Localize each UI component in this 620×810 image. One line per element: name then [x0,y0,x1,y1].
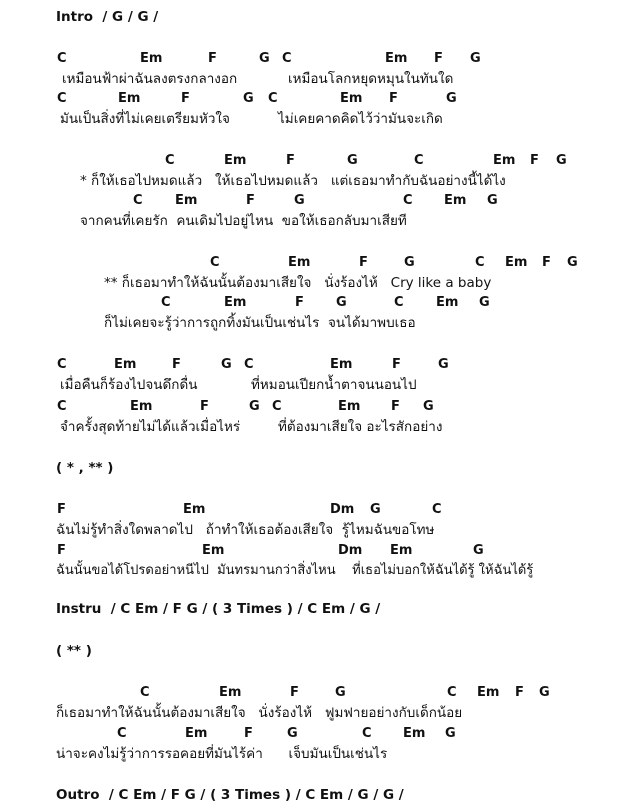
lyric-line: น่าจะคงไม่รู้ว่าการรอคอยที่มันไร้ค่า เจ็บมันเป็นเช่นไร [56,746,388,762]
chord: C [140,685,150,700]
lyric-line: จากคนที่เคยรัก คนเดิมไปอยู่ไหน ขอให้เธอกลับมาเสียที [80,213,407,229]
chord: Em [390,543,413,558]
chord: F [515,685,524,700]
chord: Em [338,399,361,414]
lyric-line: ฉันไม่รู้ทำสิ่งใดพลาดไป ถ้าทำให้เธอต้องเสียใจ รู้ไหมฉันขอโทษ [56,522,435,538]
lyric-line: ที่หมอนเปียกน้ำตาจนนอนไป [251,377,417,393]
chord: F [295,295,304,310]
lyric-line: ฉันนั้นขอได้โปรดอย่าหนีไป มันทรมานกว่าสิ่งไหน ที่เธอไม่บอกให้ฉันได้รู้ ให้ฉันได้รู้ [56,563,534,578]
chord: G [243,91,254,106]
chord: Em [140,51,163,66]
chord: Em [436,295,459,310]
chord: G [370,502,381,517]
chord: G [335,685,346,700]
chord: C [394,295,404,310]
chord: F [542,255,551,270]
chord: F [290,685,299,700]
chord: Dm [338,543,363,558]
chord: G [445,726,456,741]
chord: Em [288,255,311,270]
chord: C [282,51,292,66]
repeat-marker: ( ** ) [56,643,92,659]
chord: Em [114,357,137,372]
chord: F [57,543,66,558]
chord: Em [130,399,153,414]
chord: C [57,357,67,372]
chord: C [447,685,457,700]
chord: G [487,193,498,208]
lyric-line: ก็เธอมาทำให้ฉันนั้นต้องมาเสียใจ นั่งร้องไห้ ฟูมฟายอย่างกับเด็กน้อย [56,705,463,721]
chord: Em [330,357,353,372]
chord: C [403,193,413,208]
chord: F [244,726,253,741]
chord: G [470,51,481,66]
chord: G [249,399,260,414]
lyric-line: ไม่เคยคาดคิดไว้ว่ามันจะเกิด [278,111,443,127]
lyric-line: เหมือนฟ้าผ่าฉันลงตรงกลางอก [62,71,238,87]
chord: G [347,153,358,168]
chord: G [539,685,550,700]
lyric-line: * ก็ให้เธอไปหมดแล้ว ให้เธอไปหมดแล้ว แต่เธอมาทำกับฉันอย่างนี้ได้ไง [80,173,506,189]
chord: G [473,543,484,558]
lyric-line: จำครั้งสุดท้ายไม่ได้แล้วเมื่อไหร่ [60,419,241,435]
chord: Em [219,685,242,700]
chord: F [391,399,400,414]
intro-line: Intro / G / G / [56,9,159,25]
lyric-line: ก็ไม่เคยจะรู้ว่าการถูกทิ้งมันเป็นเช่นไร จนได้มาพบเธอ [104,315,416,331]
chord: F [392,357,401,372]
chord: G [294,193,305,208]
chord: Em [477,685,500,700]
chord: Em [224,295,247,310]
chord: C [362,726,372,741]
chord: F [246,193,255,208]
chord: Em [175,193,198,208]
chord: Em [202,543,225,558]
chord: C [244,357,254,372]
chord: Em [403,726,426,741]
chord: G [287,726,298,741]
chord: Dm [330,502,355,517]
chord: C [475,255,485,270]
chord: C [165,153,175,168]
chord: Em [493,153,516,168]
chord: F [286,153,295,168]
chord: G [221,357,232,372]
lyric-line: ** ก็เธอมาทำให้ฉันนั้นต้องมาเสียใจ นั่งร้องไห้ Cry like a baby [104,275,492,291]
lyric-line: เมื่อคืนก็ร้องไปจนดึกดื่น [60,377,198,393]
chord: Em [224,153,247,168]
chord: G [556,153,567,168]
chord: G [404,255,415,270]
chord: Em [340,91,363,106]
chord: F [181,91,190,106]
chord: C [161,295,171,310]
chord: F [434,51,443,66]
outro-line: Outro / C Em / F G / ( 3 Times ) / C Em / G / G / [56,787,404,803]
chord: G [479,295,490,310]
chord: C [133,193,143,208]
repeat-marker: ( * , ** ) [56,460,114,476]
lyric-line: ที่ต้องมาเสียใจ อะไรสักอย่าง [278,419,443,435]
chord: G [259,51,270,66]
chord: G [438,357,449,372]
chord: F [172,357,181,372]
chord: C [57,399,67,414]
chord: C [57,51,67,66]
chord: Em [183,502,206,517]
chord: Em [185,726,208,741]
chord: C [210,255,220,270]
chord: G [423,399,434,414]
chord: Em [385,51,408,66]
chord: Em [505,255,528,270]
chord: Em [444,193,467,208]
chord: F [57,502,66,517]
chord: C [268,91,278,106]
chord: C [272,399,282,414]
lyric-line: มันเป็นสิ่งที่ไม่เคยเตรียมหัวใจ [60,111,230,127]
chord: F [200,399,209,414]
chord: C [57,91,67,106]
chord: C [414,153,424,168]
lyric-line: เหมือนโลกหยุดหมุนในทันใด [288,71,454,87]
chord: F [530,153,539,168]
chord: Em [118,91,141,106]
chord: G [336,295,347,310]
instrumental-line: Instru / C Em / F G / ( 3 Times ) / C Em / G / [56,601,381,617]
chord: F [359,255,368,270]
chord: G [446,91,457,106]
chord: F [389,91,398,106]
chord: F [208,51,217,66]
chord: C [117,726,127,741]
chord: C [432,502,442,517]
chord: G [567,255,578,270]
